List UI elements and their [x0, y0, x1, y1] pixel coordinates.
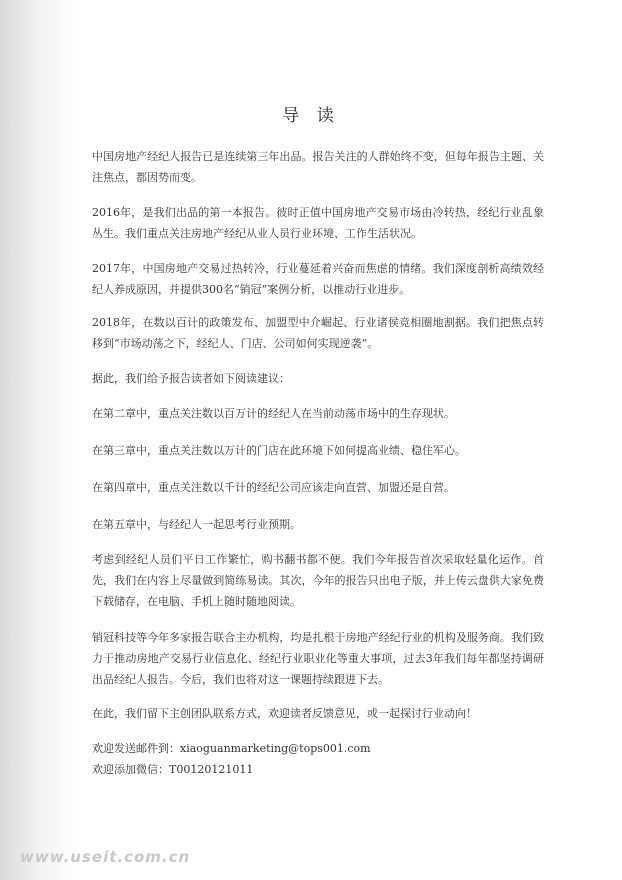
page-title: 导 读 [282, 106, 340, 126]
lightweight-paragraph: 考虑到经纪人员们平日工作繁忙，购书翻书都不便。我们今年报告首次采取轻量化运作。首先，我们在内容上尽量做到简练易读。其次，今年的报告只出电子版，并上传云盘供大家免费下载储存，在电脑、手机上随时随地阅读。 [92, 553, 544, 608]
paragraph-2016: 2016年，是我们出品的第一本报告。彼时正值中国房地产交易市场由冷转热，经纪行业乱象丛生。我们重点关注房地产经纪从业人员行业环境、工作生活状况。 [92, 206, 544, 240]
paragraph-2017: 2017年，中国房地产交易过热转冷，行业蔓延着兴奋而焦虑的情绪。我们深度剖析高绩效经纪人养成原因，并提供300名“销冠”案例分析，以推动行业进步。 [92, 262, 544, 296]
paragraph-2018: 2018年，在数以百计的政策发布、加盟型中介崛起、行业诸侯竞相圈地割据。我们把焦点转移到“市场动荡之下，经纪人、门店、公司如何实现逆袭”。 [92, 316, 544, 350]
chapter-3-advice: 在第三章中，重点关注数以万计的门店在此环境下如何提高业绩、稳住军心。 [92, 444, 466, 457]
watermark: www.useit.com.cn [20, 848, 191, 866]
chapter-2-advice: 在第二章中，重点关注数以百万计的经纪人在当前动荡市场中的生存现状。 [92, 407, 455, 420]
feedback-paragraph: 在此，我们留下主创团队联系方式，欢迎读者反馈意见，或一起探讨行业动向！ [92, 707, 477, 720]
reading-advice-intro: 据此，我们给予报告读者如下阅读建议： [92, 372, 290, 385]
wechat-contact: 欢迎添加微信：T00120121011 [92, 763, 254, 776]
organizers-paragraph: 销冠科技等今年多家报告联合主办机构，均是扎根于房地产经纪行业的机构及服务商。我们致力于推动房地产交易行业信息化、经纪行业职业化等重大事项，过去3年我们每年都坚持调研出品经纪人报告。今后，我们也将对这一课题持续跟进下去。 [92, 631, 544, 686]
chapter-4-advice: 在第四章中，重点关注数以千计的经纪公司应该走向直营、加盟还是自营。 [92, 481, 455, 494]
chapter-5-advice: 在第五章中，与经纪人一起思考行业预期。 [92, 518, 301, 531]
email-contact: 欢迎发送邮件到：xiaoguanmarketing@tops001.com [92, 742, 371, 755]
intro-paragraph: 中国房地产经纪人报告已是连续第三年出品。报告关注的人群始终不变，但每年报告主题、关注焦点，都因势而变。 [92, 150, 544, 184]
